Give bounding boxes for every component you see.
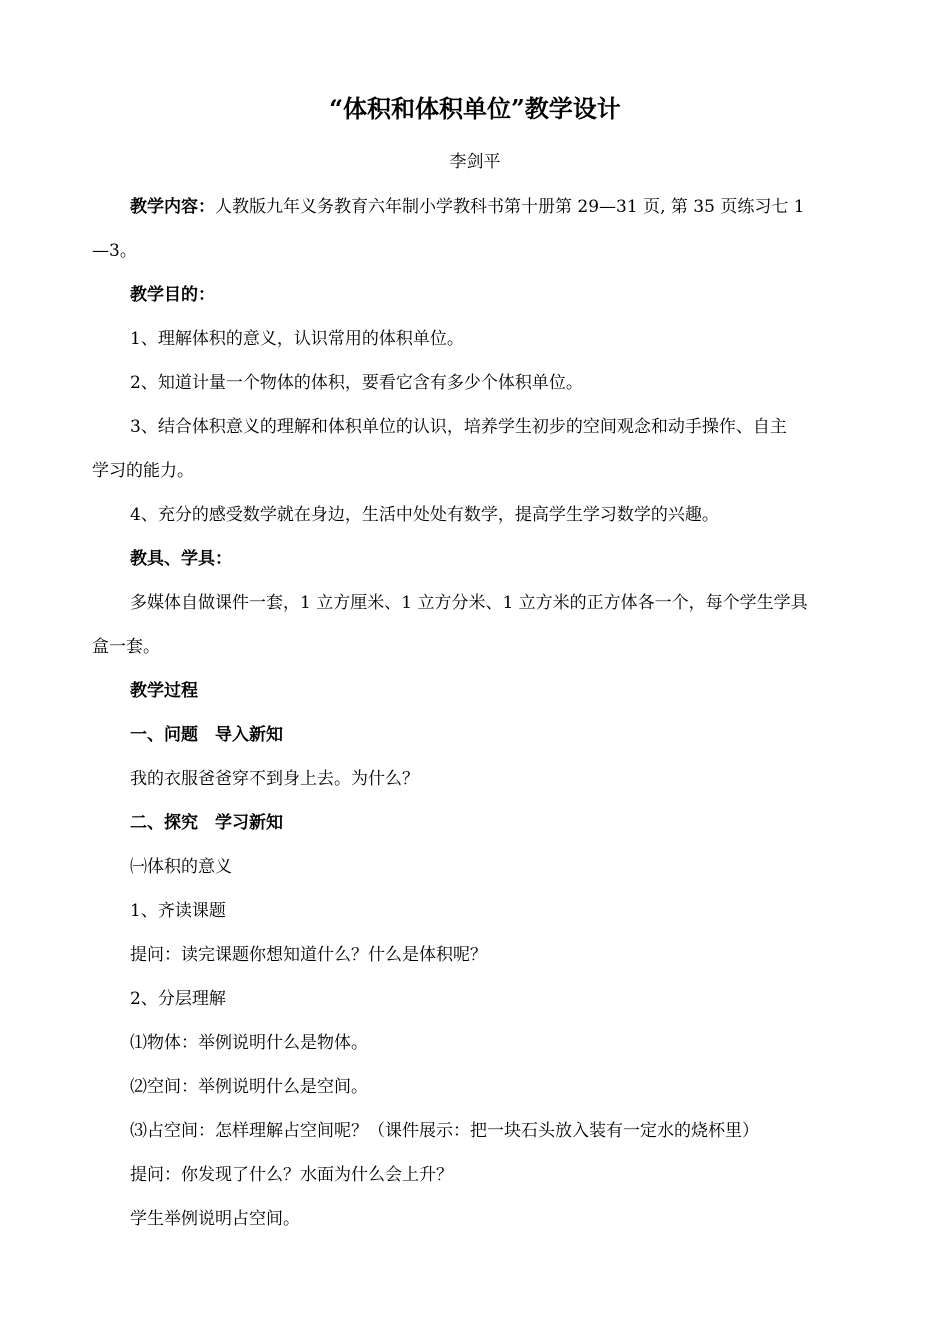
- question-text: 提问：读完课题你想知道什么？什么是体积呢？: [130, 945, 487, 965]
- process-heading: 教学过程: [130, 681, 198, 701]
- objective-item: 3、结合体积意义的理解和体积单位的认识，培养学生初步的空间观念和动手操作、自主: [130, 417, 787, 437]
- subsection-heading: ㈠体积的意义: [130, 857, 232, 877]
- section-heading: 一、问题 导入新知: [130, 725, 283, 745]
- paragraph: 学生举例说明占空间。: [130, 1209, 300, 1229]
- objective-item: 2、知道计量一个物体的体积，要看它含有多少个体积单位。: [130, 373, 583, 393]
- step-item: 2、分层理解: [130, 989, 226, 1009]
- author-name: 李剑平: [449, 152, 501, 172]
- tools-heading: 教具、学具：: [130, 549, 232, 569]
- question-text: 提问：你发现了什么？水面为什么会上升？: [130, 1165, 453, 1185]
- teaching-content-paragraph: [130, 196, 872, 218]
- teaching-content-continuation: —3。: [92, 241, 137, 261]
- list-item: ⑶占空间：怎样理解占空间呢？（课件展示：把一块石头放入装有一定水的烧杯里）: [130, 1121, 759, 1141]
- tools-text: 多媒体自做课件一套，1 立方厘米、1 立方分米、1 立方米的正方体各一个，每个学生学具: [130, 593, 808, 613]
- list-item: ⑴物体：举例说明什么是物体。: [130, 1033, 368, 1053]
- objective-item: 1、理解体积的意义，认识常用的体积单位。: [130, 329, 464, 349]
- section-heading: 二、探究 学习新知: [130, 813, 283, 833]
- list-item: ⑵空间：举例说明什么是空间。: [130, 1077, 368, 1097]
- objective-item: 4、充分的感受数学就在身边，生活中处处有数学，提高学生学习数学的兴趣。: [130, 505, 719, 525]
- paragraph: 我的衣服爸爸穿不到身上去。为什么？: [130, 769, 419, 789]
- objectives-heading: 教学目的：: [130, 285, 215, 305]
- step-item: 1、齐读课题: [130, 901, 226, 921]
- teaching-content-text: 人教版九年义务教育六年制小学教科书第十册第 29—31 页, 第 35 页练习七 1: [215, 197, 805, 217]
- tools-text-continuation: 盒一套。: [92, 637, 160, 657]
- teaching-content-label: 教学内容：: [130, 197, 215, 217]
- objective-item-continuation: 学习的能力。: [92, 461, 194, 481]
- document-title: “体积和体积单位”教学设计: [329, 94, 621, 123]
